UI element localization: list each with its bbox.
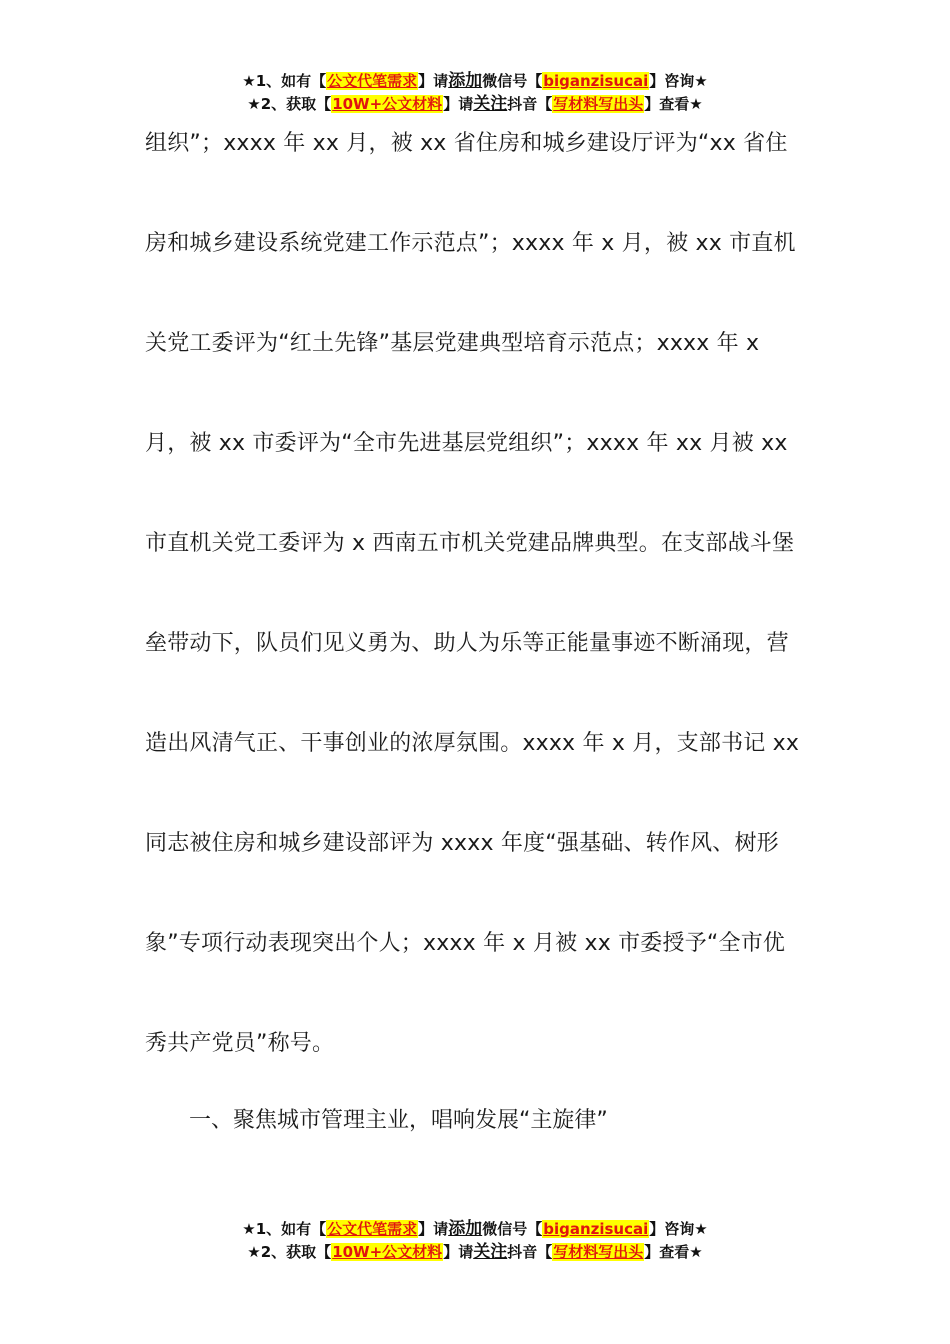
banner-line-1: ★1、如有【公文代笔需求】请添加微信号【biganzisucai】咨询★ (242, 1219, 708, 1239)
body-line: 市直机关党工委评为 x 西南五市机关党建品牌典型。在支部战斗堡 (145, 531, 795, 556)
highlight-douyin-account: 写材料写出头 (553, 95, 644, 113)
header-banner (0, 70, 950, 116)
footer-banner (0, 1218, 950, 1264)
body-line: 秀共产党员”称号。 (145, 1031, 335, 1056)
body-line: 象”专项行动表现突出个人；xxxx 年 x 月被 xx 市委授予“全市优 (145, 931, 786, 956)
highlight-wechat-id: biganzisucai (543, 1220, 649, 1238)
banner-line-2: ★2、获取【10W+公文材料】请关注抖音【写材料写出头】查看★ (247, 94, 703, 114)
highlight-wechat-id: biganzisucai (543, 72, 649, 90)
body-line: 垒带动下，队员们见义勇为、助人为乐等正能量事迹不断涌现，营 (145, 631, 789, 656)
body-line: 月，被 xx 市委评为“全市先进基层党组织”；xxxx 年 xx 月被 xx (145, 431, 788, 456)
body-line: 组织”；xxxx 年 xx 月，被 xx 省住房和城乡建设厅评为“xx 省住 (145, 131, 788, 156)
highlight-service: 公文代笔需求 (327, 1220, 418, 1238)
body-line: 造出风清气正、干事创业的浓厚氛围。xxxx 年 x 月，支部书记 xx (145, 731, 800, 756)
section-heading: 一、聚焦城市管理主业，唱响发展“主旋律” (189, 1108, 608, 1133)
highlight-service: 公文代笔需求 (327, 72, 418, 90)
body-line: 房和城乡建设系统党建工作示范点”；xxxx 年 x 月，被 xx 市直机 (145, 231, 796, 256)
highlight-douyin-account: 写材料写出头 (553, 1243, 644, 1261)
highlight-materials: 10W+公文材料 (332, 95, 443, 113)
banner-line-2: ★2、获取【10W+公文材料】请关注抖音【写材料写出头】查看★ (247, 1242, 703, 1262)
highlight-materials: 10W+公文材料 (332, 1243, 443, 1261)
banner-line-1: ★1、如有【公文代笔需求】请添加微信号【biganzisucai】咨询★ (242, 71, 708, 91)
document-body (145, 124, 805, 1124)
body-line: 关党工委评为“红土先锋”基层党建典型培育示范点；xxxx 年 x (145, 331, 760, 356)
body-line: 同志被住房和城乡建设部评为 xxxx 年度“强基础、转作风、树形 (145, 831, 779, 856)
